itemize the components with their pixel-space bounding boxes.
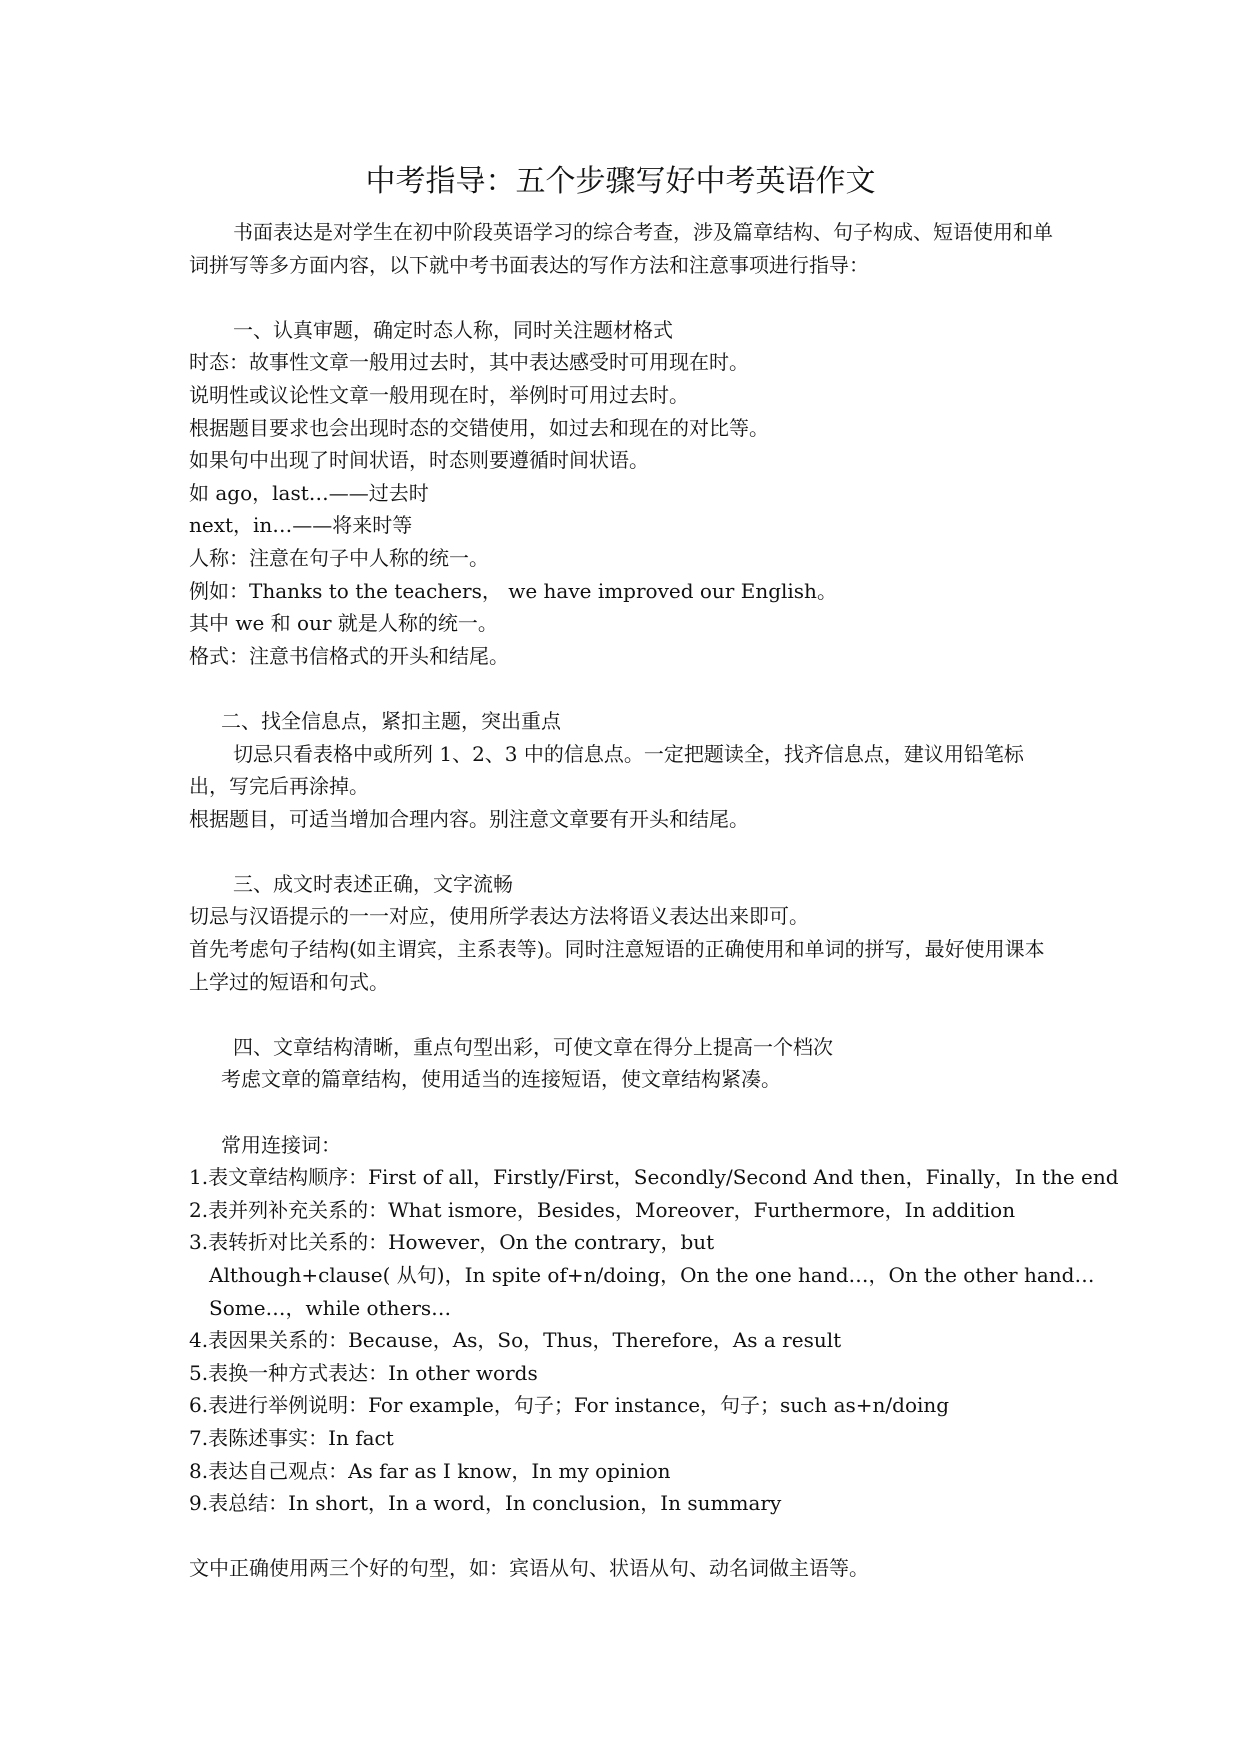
connector-item: Although+clause( 从句)，In spite of+n/doing，On the one hand…，On the other hand… [209, 1263, 1095, 1287]
section2-paragraph: 切忌只看表格中或所列 1、2、3 中的信息点。一定把题读全，找齐信息点，建议用铅笔标出，写完后再涂掉。 [189, 741, 1024, 799]
section1-heading: 一、认真审题，确定时态人称，同时关注题材格式 [233, 317, 673, 342]
connector-item: 9.表总结：In short，In a word，In conclusion，In summary [189, 1491, 782, 1516]
section1-line: 如果句中出现了时间状语，时态则要遵循时间状语。 [189, 448, 649, 473]
section1-line: 其中 we 和 our 就是人称的统一。 [189, 611, 498, 636]
section1-line: 说明性或议论性文章一般用现在时，举例时可用过去时。 [189, 382, 689, 407]
connector-item: 1.表文章结构顺序：First of all，Firstly/First，Secondly/Second And then，Finally，In the end [189, 1165, 1119, 1190]
spacer [189, 998, 1059, 1031]
spacer [189, 1096, 1059, 1129]
section1-line: 格式：注意书信格式的开头和结尾。 [189, 643, 509, 668]
connector-item: Some…，while others… [209, 1295, 452, 1320]
connector-item: 7.表陈述事实：In fact [189, 1425, 394, 1450]
connector-item: 3.表转折对比关系的：However，On the contrary，but [189, 1230, 715, 1255]
document-body [189, 216, 1119, 1585]
spacer [189, 281, 1059, 314]
connector-item: 4.表因果关系的：Because，As，So，Thus，Therefore，As a result [189, 1328, 842, 1353]
section3-heading: 三、成文时表述正确，文字流畅 [233, 871, 513, 896]
section1-line: next，in…——将来时等 [189, 513, 413, 538]
section3-line: 切忌与汉语提示的一一对应，使用所学表达方法将语义表达出来即可。 [189, 904, 809, 929]
section1-line: 时态：故事性文章一般用过去时，其中表达感受时可用现在时。 [189, 350, 749, 375]
connectors-heading: 常用连接词： [221, 1132, 341, 1157]
section1-line: 例如：Thanks to the teachers， we have improved our English。 [189, 578, 837, 603]
spacer [189, 835, 1059, 868]
spacer [189, 1520, 1059, 1553]
spacer [189, 672, 1059, 705]
section1-line: 人称：注意在句子中人称的统一。 [189, 545, 489, 570]
closing-line: 文中正确使用两三个好的句型，如：宾语从句、状语从句、动名词做主语等。 [189, 1556, 869, 1581]
section1-line: 如 ago，last…——过去时 [189, 480, 429, 505]
section2-heading: 二、找全信息点，紧扣主题，突出重点 [221, 708, 561, 733]
page-title: 中考指导：五个步骤写好中考英语作文 [365, 164, 876, 199]
intro-paragraph: 书面表达是对学生在初中阶段英语学习的综合考查，涉及篇章结构、句子构成、短语使用和单词拼写等多方面内容，以下就中考书面表达的写作方法和注意事项进行指导： [189, 220, 1053, 277]
section1-line: 根据题目要求也会出现时态的交错使用，如过去和现在的对比等。 [189, 415, 769, 440]
connector-item: 6.表进行举例说明：For example，句子；For instance，句子；such as+n/doing [189, 1393, 950, 1418]
connector-item: 5.表换一种方式表达：In other words [189, 1360, 538, 1385]
connector-item: 8.表达自己观点：As far as I know，In my opinion [189, 1458, 671, 1483]
section2-line: 根据题目，可适当增加合理内容。别注意文章要有开头和结尾。 [189, 806, 749, 831]
section4-line: 考虑文章的篇章结构，使用适当的连接短语，使文章结构紧凑。 [221, 1067, 781, 1092]
section4-heading: 四、文章结构清晰，重点句型出彩，可使文章在得分上提高一个档次 [233, 1034, 833, 1059]
section3-paragraph: 首先考虑句子结构(如主谓宾，主系表等)。同时注意短语的正确使用和单词的拼写，最好使用课本上学过的短语和句式。 [189, 937, 1045, 994]
connector-item: 2.表并列补充关系的：What ismore，Besides，Moreover，Furthermore，In addition [189, 1197, 1016, 1222]
